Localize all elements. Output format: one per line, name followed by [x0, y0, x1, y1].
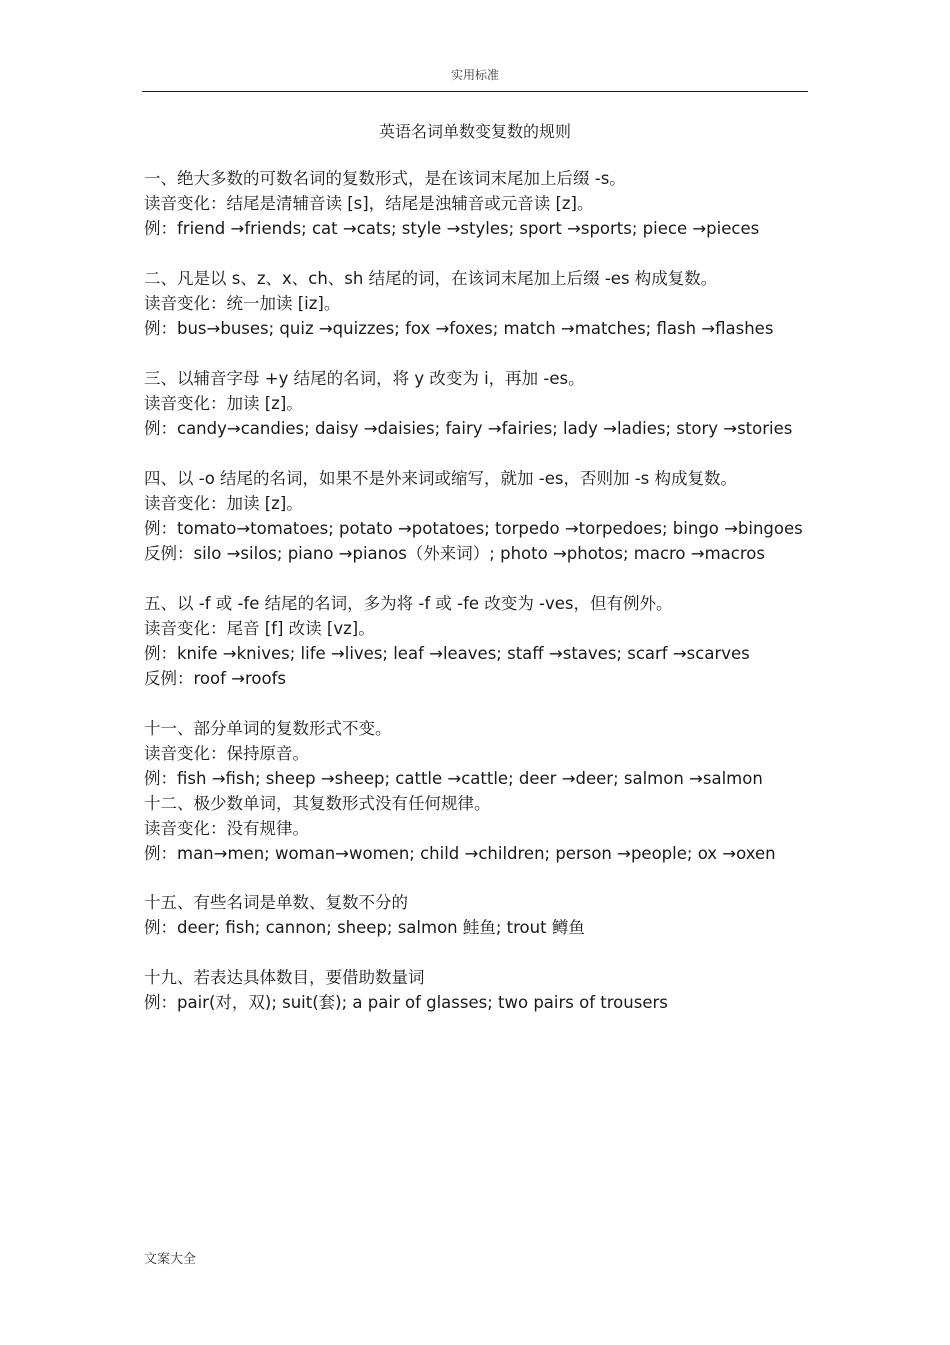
rule-11-examples: 例：fish →fish; sheep →sheep; cattle →cattle; deer →deer; salmon →salmon [144, 769, 763, 788]
rule-3-heading: 三、以辅音字母 +y 结尾的名词，将 y 改变为 i，再加 -es。 [144, 369, 585, 388]
rule-4-counterexamples: 反例：silo →silos; piano →pianos（外来词）; photo →photos; macro →macros [144, 544, 765, 563]
rule-4-examples: 例：tomato→tomatoes; potato →potatoes; torpedo →torpedoes; bingo →bingoes [144, 519, 803, 538]
rule-1-examples: 例：friend →friends; cat →cats; style →styles; sport →sports; piece →pieces [144, 219, 760, 238]
rule-1-pronunciation: 读音变化：结尾是清辅音读 [s]，结尾是浊辅音或元音读 [z]。 [144, 194, 594, 213]
rule-19-examples: 例：pair(对，双); suit(套); a pair of glasses; two pairs of trousers [144, 993, 668, 1012]
rule-3-pronunciation: 读音变化：加读 [z]。 [144, 394, 303, 413]
rule-2-heading: 二、凡是以 s、z、x、ch、sh 结尾的词，在该词末尾加上后缀 -es 构成复数。 [144, 269, 718, 288]
rule-5-examples: 例：knife →knives; life →lives; leaf →leaves; staff →staves; scarf →scarves [144, 644, 750, 663]
rule-2-examples: 例：bus→buses; quiz →quizzes; fox →foxes; match →matches; flash →flashes [144, 319, 774, 338]
rule-15-heading: 十五、有些名词是单数、复数不分的 [144, 893, 408, 912]
rule-2-pronunciation: 读音变化：统一加读 [iz]。 [144, 294, 341, 313]
rule-5-heading: 五、以 -f 或 -fe 结尾的名词，多为将 -f 或 -fe 改变为 -ves，但有例外。 [144, 594, 673, 613]
header-divider [142, 91, 808, 92]
rule-12-heading: 十二、极少数单词，其复数形式没有任何规律。 [144, 794, 491, 813]
rule-5-counterexamples: 反例：roof →roofs [144, 669, 287, 688]
rule-12-examples: 例：man→men; woman→women; child →children; person →people; ox →oxen [144, 844, 776, 863]
rule-4-heading: 四、以 -o 结尾的名词，如果不是外来词或缩写，就加 -es，否则加 -s 构成复数。 [144, 469, 738, 488]
rule-5-pronunciation: 读音变化：尾音 [f] 改读 [vz]。 [144, 619, 375, 638]
rule-11-pronunciation: 读音变化：保持原音。 [144, 744, 309, 763]
page-footer: 文案大全 [144, 1252, 197, 1267]
rule-4-pronunciation: 读音变化：加读 [z]。 [144, 494, 303, 513]
rule-11-heading: 十一、部分单词的复数形式不变。 [144, 719, 392, 738]
page-header: 实用标准 [450, 68, 499, 82]
rule-19-heading: 十九、若表达具体数目，要借助数量词 [144, 968, 425, 987]
rule-12-pronunciation: 读音变化：没有规律。 [144, 819, 309, 838]
rule-15-examples: 例：deer; fish; cannon; sheep; salmon 鲑鱼; trout 鳟鱼 [144, 918, 585, 937]
rule-1-heading: 一、绝大多数的可数名词的复数形式，是在该词末尾加上后缀 -s。 [144, 169, 626, 188]
document-title: 英语名词单数变复数的规则 [378, 122, 571, 141]
rule-3-examples: 例：candy→candies; daisy →daisies; fairy →fairies; lady →ladies; story →stories [144, 419, 793, 438]
